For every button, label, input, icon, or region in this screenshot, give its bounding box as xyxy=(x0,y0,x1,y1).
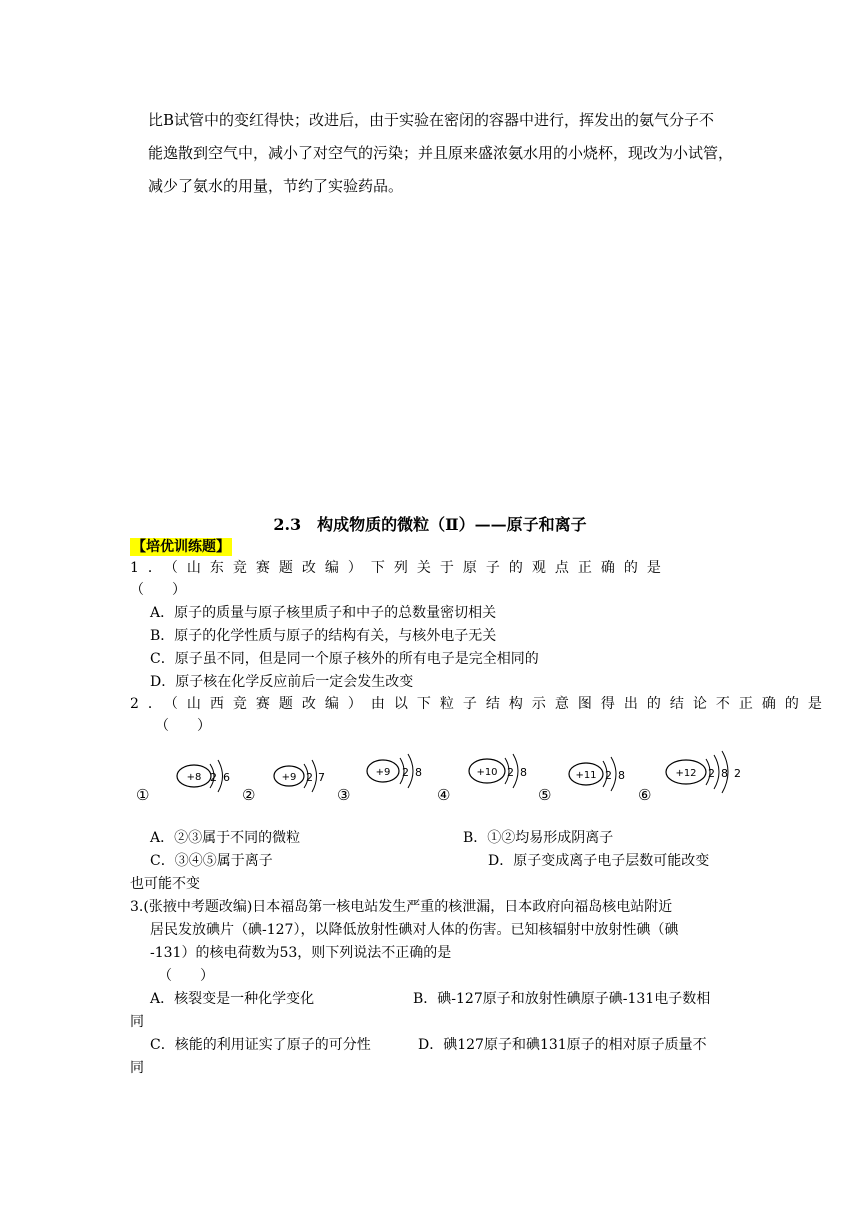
q2-option-d: D．原子变成离子电子层数可能改变 xyxy=(488,853,710,869)
q1-stem: 1．（山东竞赛题改编）下列关于原子的观点正确的是 xyxy=(130,560,670,576)
shell-electrons: 7 xyxy=(318,771,325,784)
diagram-label: ① xyxy=(136,786,150,804)
q3-bracket: （ ） xyxy=(158,968,214,984)
shell-electrons: 8 xyxy=(520,766,527,779)
top-paragraph xyxy=(148,104,740,203)
q3-option-a: A．核裂变是一种化学变化 xyxy=(150,991,315,1007)
shell-electrons: 2 xyxy=(605,769,612,782)
shell-electrons: 2 xyxy=(708,767,715,780)
particle-structure-diagrams xyxy=(130,742,750,804)
paragraph-line: 能逸散到空气中，减小了对空气的污染；并且原来盛浓氨水用的小烧杯，现改为小试管， xyxy=(148,144,734,162)
q2-option-d-cont: 也可能不变 xyxy=(130,876,200,892)
exercise-badge: 【培优训练题】 xyxy=(132,539,230,555)
q2-option-b: B．①②均易形成阴离子 xyxy=(463,830,614,846)
q1-option-d: D．原子核在化学反应前后一定会发生改变 xyxy=(150,674,414,690)
nucleus-charge: +9 xyxy=(375,767,391,778)
q1-option-c: C．原子虽不同，但是同一个原子核外的所有电子是完全相同的 xyxy=(150,651,539,667)
q3-option-b-cont: 同 xyxy=(130,1014,144,1030)
paragraph-line: 比B试管中的变红得快；改进后，由于实验在密闭的容器中进行，挥发出的氨气分子不 xyxy=(148,111,715,129)
shell-electrons: 2 xyxy=(734,767,741,780)
shell-electrons: 6 xyxy=(223,771,230,784)
nucleus-charge: +12 xyxy=(675,768,697,779)
diagram-label: ④ xyxy=(437,786,451,804)
shell-electrons: 2 xyxy=(306,771,313,784)
q2-option-a: A．②③属于不同的微粒 xyxy=(150,830,301,846)
structure-diagram-5 xyxy=(538,757,625,804)
q3-option-d-cont: 同 xyxy=(130,1060,144,1076)
nucleus-charge: +10 xyxy=(476,767,498,778)
diagram-label: ② xyxy=(242,786,256,804)
structure-diagram-3 xyxy=(337,754,422,804)
diagram-label: ③ xyxy=(337,786,351,804)
shell-electrons: 8 xyxy=(415,766,422,779)
paragraph-line: 减少了氨水的用量，节约了实验药品。 xyxy=(148,177,404,195)
q1-option-a: A．原子的质量与原子核里质子和中子的总数量密切相关 xyxy=(150,605,497,621)
structure-diagram-4 xyxy=(437,754,527,804)
q3-option-c: C．核能的利用证实了原子的可分性 xyxy=(150,1037,371,1053)
section-title: 2.3 构成物质的微粒（Ⅱ）——原子和离子 xyxy=(273,515,587,534)
q2-option-c: C．③④⑤属于离子 xyxy=(150,853,273,869)
q3-line-1: 3.(张掖中考题改编)日本福岛第一核电站发生严重的核泄漏，日本政府向福岛核电站附近 xyxy=(130,899,673,915)
structure-diagram-6 xyxy=(638,751,741,804)
nucleus-charge: +9 xyxy=(281,772,297,783)
q1-bracket: （ ） xyxy=(130,582,186,598)
q3-line-3: -131）的核电荷数为53，则下列说法不正确的是 xyxy=(150,945,452,961)
structure-diagram-2 xyxy=(242,760,325,804)
shell-electrons: 2 xyxy=(402,766,409,779)
nucleus-charge: +11 xyxy=(575,770,597,781)
shell-electrons: 2 xyxy=(507,766,514,779)
q1-option-b: B．原子的化学性质与原子的结构有关，与核外电子无关 xyxy=(150,628,497,644)
q2-bracket: （ ） xyxy=(155,718,211,734)
q2-stem: 2．（山西竞赛题改编）由以下粒子结构示意图得出的结论不正确的是 xyxy=(130,696,831,712)
shell-electrons: 2 xyxy=(210,771,217,784)
diagram-label: ⑤ xyxy=(538,786,552,804)
diagram-label: ⑥ xyxy=(638,786,652,804)
structure-diagram-1 xyxy=(136,760,230,804)
shell-electrons: 8 xyxy=(618,769,625,782)
q3-option-d: D．碘127原子和碘131原子的相对原子质量不 xyxy=(418,1037,707,1053)
nucleus-charge: +8 xyxy=(186,772,202,783)
q3-option-b: B．碘-127原子和放射性碘原子碘-131电子数相 xyxy=(413,991,711,1007)
q3-line-2: 居民发放碘片（碘-127），以降低放射性碘对人体的伤害。已知核辐射中放射性碘（碘 xyxy=(150,922,679,938)
shell-electrons: 8 xyxy=(721,767,728,780)
